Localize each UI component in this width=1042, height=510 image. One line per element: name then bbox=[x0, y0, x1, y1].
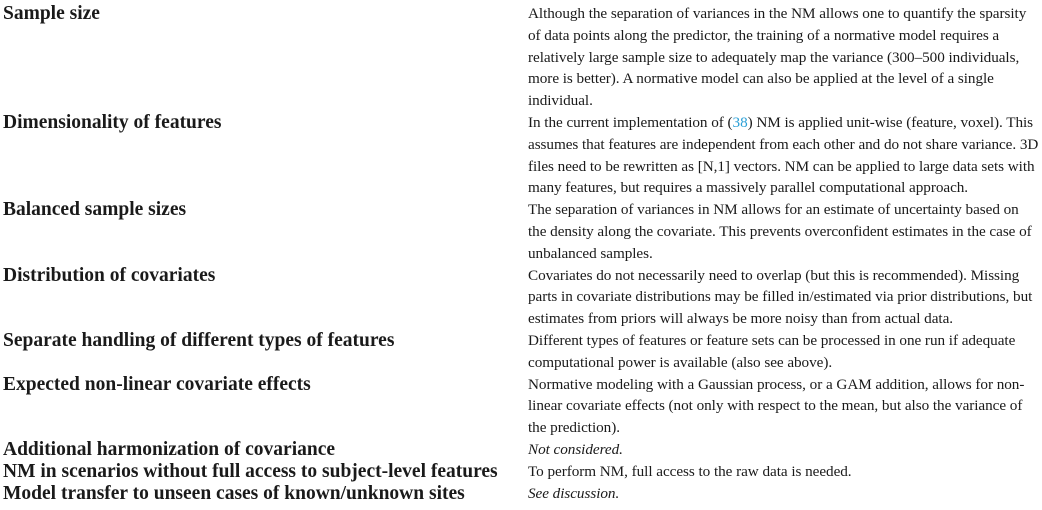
table-row-balanced-sample-sizes bbox=[0, 199, 1042, 264]
description-text-before: In the current implementation of ( bbox=[528, 113, 733, 131]
row-description: Not considered. bbox=[528, 440, 623, 458]
row-description: The separation of variances in NM allows for an estimate of uncertainty based on the density along the covariate. This prevents overconfident estimates in the case of unbalanced samples. bbox=[528, 201, 1032, 262]
row-term: Balanced sample sizes bbox=[3, 199, 187, 221]
row-term: Sample size bbox=[3, 3, 100, 24]
citation-link[interactable]: 38 bbox=[732, 113, 748, 131]
row-description: To perform NM, full access to the raw data is needed. bbox=[528, 462, 852, 480]
description-text-after: ) NM is applied unit-wise (feature, voxel). This assumes that features are independent from each other and do not share variance. 3D files need to be rewritten as [N,1] vectors. NM can be applied to large data sets with many features, but requires a massively parallel computational approach. bbox=[528, 113, 1039, 197]
table-row-sample-size bbox=[0, 3, 1042, 112]
row-term: Separate handling of different types of features bbox=[3, 329, 395, 351]
row-term: NM in scenarios without full access to subject-level features bbox=[3, 460, 498, 482]
table-row-nm-scenarios bbox=[0, 461, 1042, 483]
row-description: Although the separation of variances in the NM allows one to quantify the sparsity of data points along the predictor, the training of a normative model requires a relatively large sample size to adequately map the variance (300–500 individuals, more is better). A normative model can also be applied at the level of a single individual. bbox=[528, 5, 1027, 110]
row-description: See discussion. bbox=[528, 484, 620, 502]
row-term: Distribution of covariates bbox=[3, 264, 216, 286]
row-description: Normative modeling with a Gaussian process, or a GAM addition, allows for non-linear covariate effects (not only with respect to the mean, but also the variance of the prediction). bbox=[528, 375, 1025, 437]
table-row-distribution-covariates bbox=[0, 265, 1042, 330]
table-row-harmonization bbox=[0, 439, 1042, 461]
row-term: Expected non-linear covariate effects bbox=[3, 373, 311, 395]
row-term: Additional harmonization of covariance bbox=[3, 438, 336, 460]
row-description: Covariates do not necessarily need to overlap (but this is recommended). Missing parts in covariate distributions may be filled in/estimated via prior distributions, but estimates from priors will always be more noisy than from actual data. bbox=[528, 266, 1033, 328]
table-row-non-linear-effects bbox=[0, 374, 1042, 439]
table-row-dimensionality bbox=[0, 112, 1042, 199]
table-row-model-transfer bbox=[0, 483, 1042, 505]
table-row-separate-handling bbox=[0, 330, 1042, 374]
row-description: Different types of features or feature sets can be processed in one run if adequate computational power is available (also see above). bbox=[528, 331, 1016, 371]
row-term: Model transfer to unseen cases of known/unknown sites bbox=[3, 482, 465, 504]
row-term: Dimensionality of features bbox=[3, 111, 222, 133]
row-description bbox=[528, 112, 1040, 199]
